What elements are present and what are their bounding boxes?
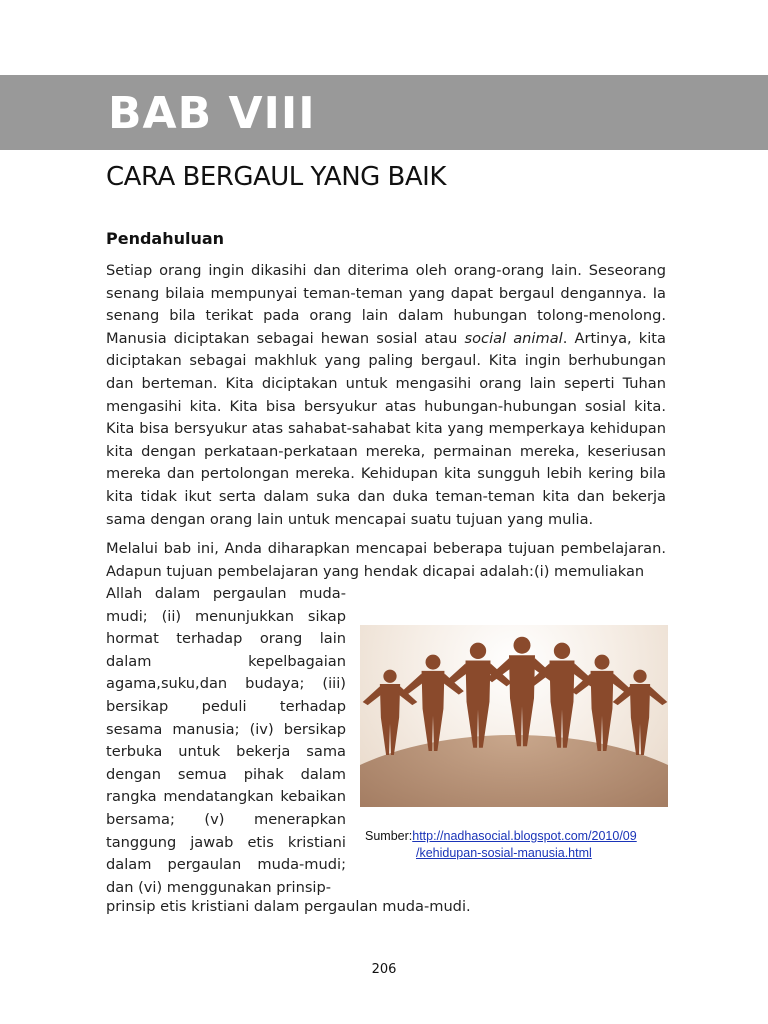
section-heading: Pendahuluan	[106, 229, 225, 248]
intro-italic-term: social animal	[464, 329, 563, 347]
caption-link-part1: http://nadhasocial.blogspot.com/2010/09	[412, 829, 637, 843]
person-figure	[487, 637, 557, 747]
objectives-paragraph-lead: Melalui bab ini, Anda diharapkan mencapai beberapa tujuan pembelajaran. Adapun tujuan pembelajaran yang hendak dicapai adalah:(i) memuliakan	[106, 540, 666, 580]
person-figure	[444, 643, 511, 748]
chapter-title: CARA BERGAUL YANG BAIK	[106, 162, 446, 192]
objectives-paragraph-tail: prinsip etis kristiani dalam pergaulan muda-mudi.	[106, 898, 471, 915]
people-chain-illustration	[360, 625, 668, 807]
caption-link-part2: /kehidupan-sosial-manusia.html	[416, 846, 592, 860]
intro-paragraph	[106, 260, 666, 531]
page-number: 206	[371, 962, 397, 977]
globe-surface	[360, 735, 668, 807]
intro-text-part1: Setiap orang ingin dikasihi dan diterima oleh orang-orang lain. Seseorang senang bilaia mempunyai teman-teman yang dapat bergaul dengannya. Ia senang bila terikat pada orang lain dalam hubungan tolong-menolong. Manusia diciptakan sebagai hewan sosial atau	[106, 262, 666, 347]
person-figure	[363, 670, 418, 755]
people-chain-image	[360, 625, 668, 807]
chapter-label: BAB VIII	[108, 88, 316, 139]
person-figure	[528, 643, 595, 748]
objectives-paragraph-wrapped: Allah dalam pergaulan muda-mudi; (ii) menunjukkan sikap hormat terhadap orang lain dalam kepelbagaian agama,suku,dan budaya; (iii) bersikap peduli terhadap sesama manusia; (iv) bersikap terbuka untuk bekerja sama dengan semua pihak dalam rangka mendatangkan kebaikan bersama; (v) menerapkan tanggung jawab etis kristiani dalam pergaulan muda-mudi; dan (vi) menggunakan prinsip-	[106, 585, 346, 896]
intro-text-part2: . Artinya, kita diciptakan sebagai makhluk yang paling bergaul. Kita ingin berhubungan dan berteman. Kita diciptakan untuk mengasihi orang lain seperti Tuhan mengasihi kita. Kita bisa bersyukur atas hubungan-hubungan sosial kita. Kita bisa bersyukur atas sahabat-sahabat kita yang memperkaya kehidupan kita dengan perkataan-perkataan mereka, permainan mereka, keseriusan mereka dan pertolongan mereka. Kehidupan kita sungguh lebih kering bila kita tidak ikut serta dalam suka dan duka teman-teman kita dan bekerja sama dengan orang lain untuk mencapai suatu tujuan yang mulia.	[106, 329, 666, 528]
caption-link[interactable]	[365, 829, 675, 862]
caption-prefix: Sumber:	[365, 829, 413, 843]
image-caption	[365, 828, 675, 862]
